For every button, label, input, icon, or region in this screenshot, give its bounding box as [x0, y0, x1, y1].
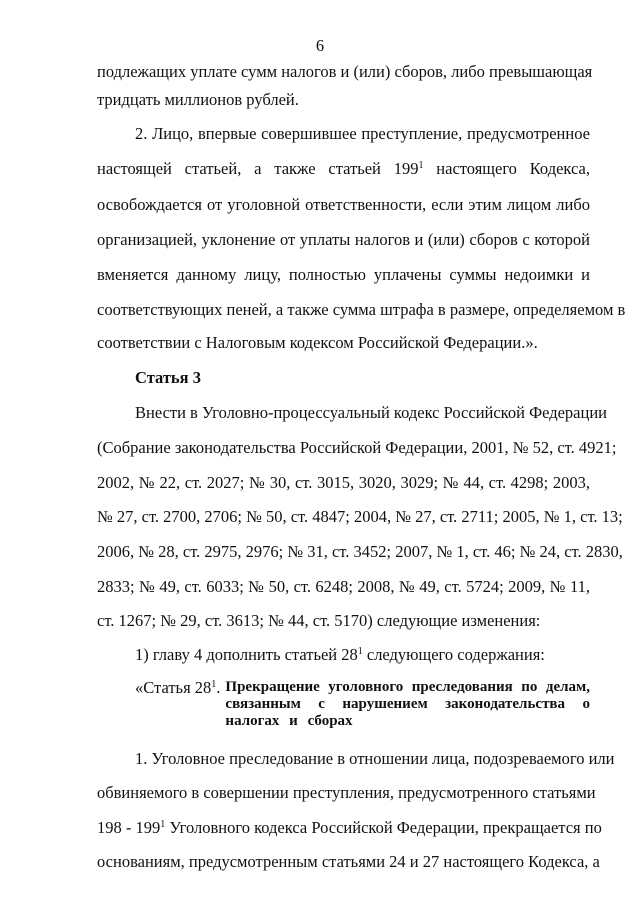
text-line: тридцать миллионов рублей. [97, 90, 299, 109]
text-line: Внести в Уголовно-процессуальный кодекс Российской Федерации [135, 403, 607, 422]
article-28-heading [135, 679, 590, 730]
text-line: 2. Лицо, впервые совершившее преступление, предусмотренное [135, 124, 590, 143]
superscript: 1 [211, 679, 217, 690]
text-line: организацией, уклонение от уплаты налогов и (или) сборов с которой [97, 230, 590, 249]
text-segment: 198 - 199 [97, 818, 161, 837]
article-28-title-line: налогах и сборах [225, 713, 353, 729]
text-line: освобождается от уголовной ответственности, если этим лицом либо [97, 195, 590, 214]
text-line: 2006, № 28, ст. 2975, 2976; № 31, ст. 3452; 2007, № 1, ст. 46; № 24, ст. 2830, [97, 542, 623, 561]
text-segment: настоящей статьей, а также статьей 199 [97, 159, 419, 178]
article-28-label [135, 679, 220, 696]
article-28-title-line: связанным с нарушением законодательства о [225, 696, 590, 712]
text-line: 2833; № 49, ст. 6033; № 50, ст. 6248; 2008, № 49, ст. 5724; 2009, № 11, [97, 577, 590, 596]
text-line: 2002, № 22, ст. 2027; № 30, ст. 3015, 3020, 3029; № 44, ст. 4298; 2003, [97, 473, 590, 492]
text-segment: настоящего Кодекса, [423, 159, 590, 178]
text-line [97, 159, 590, 179]
text-segment: 1) главу 4 дополнить статьей 28 [135, 645, 358, 664]
text-line: (Собрание законодательства Российской Федерации, 2001, № 52, ст. 4921; [97, 438, 617, 457]
text-line: 1. Уголовное преследование в отношении лица, подозреваемого или [135, 749, 615, 768]
text-segment: Уголовного кодекса Российской Федерации, прекращается по [165, 818, 602, 837]
text-line: вменяется данному лицу, полностью уплачены суммы недоимки и [97, 265, 590, 284]
article-28-title [225, 679, 590, 730]
text-line: основаниям, предусмотренным статьями 24 и 27 настоящего Кодекса, а [97, 852, 600, 871]
article-28-title-line: Прекращение уголовного преследования по делам, [225, 679, 590, 695]
text-line: № 27, ст. 2700, 2706; № 50, ст. 4847; 2004, № 27, ст. 2711; 2005, № 1, ст. 13; [97, 507, 623, 526]
text-line: ст. 1267; № 29, ст. 3613; № 44, ст. 5170) следующие изменения: [97, 611, 541, 630]
superscript: 1 [160, 819, 166, 830]
text-segment: «Статья 28 [135, 678, 212, 697]
text-line: соответствующих пеней, а также сумма штрафа в размере, определяемом в [97, 300, 626, 319]
text-segment: . [216, 678, 221, 697]
text-line [135, 645, 590, 665]
text-segment: следующего содержания: [362, 645, 545, 664]
text-line: обвиняемого в совершении преступления, предусмотренного статьями [97, 783, 596, 802]
article-3-heading: Статья 3 [135, 368, 201, 387]
superscript: 1 [418, 160, 424, 171]
text-line [97, 818, 602, 838]
superscript: 1 [357, 646, 363, 657]
text-line: соответствии с Налоговым кодексом Российской Федерации.». [97, 333, 538, 352]
page-number: 6 [315, 36, 325, 55]
text-line: подлежащих уплате сумм налогов и (или) сборов, либо превышающая [97, 62, 593, 81]
